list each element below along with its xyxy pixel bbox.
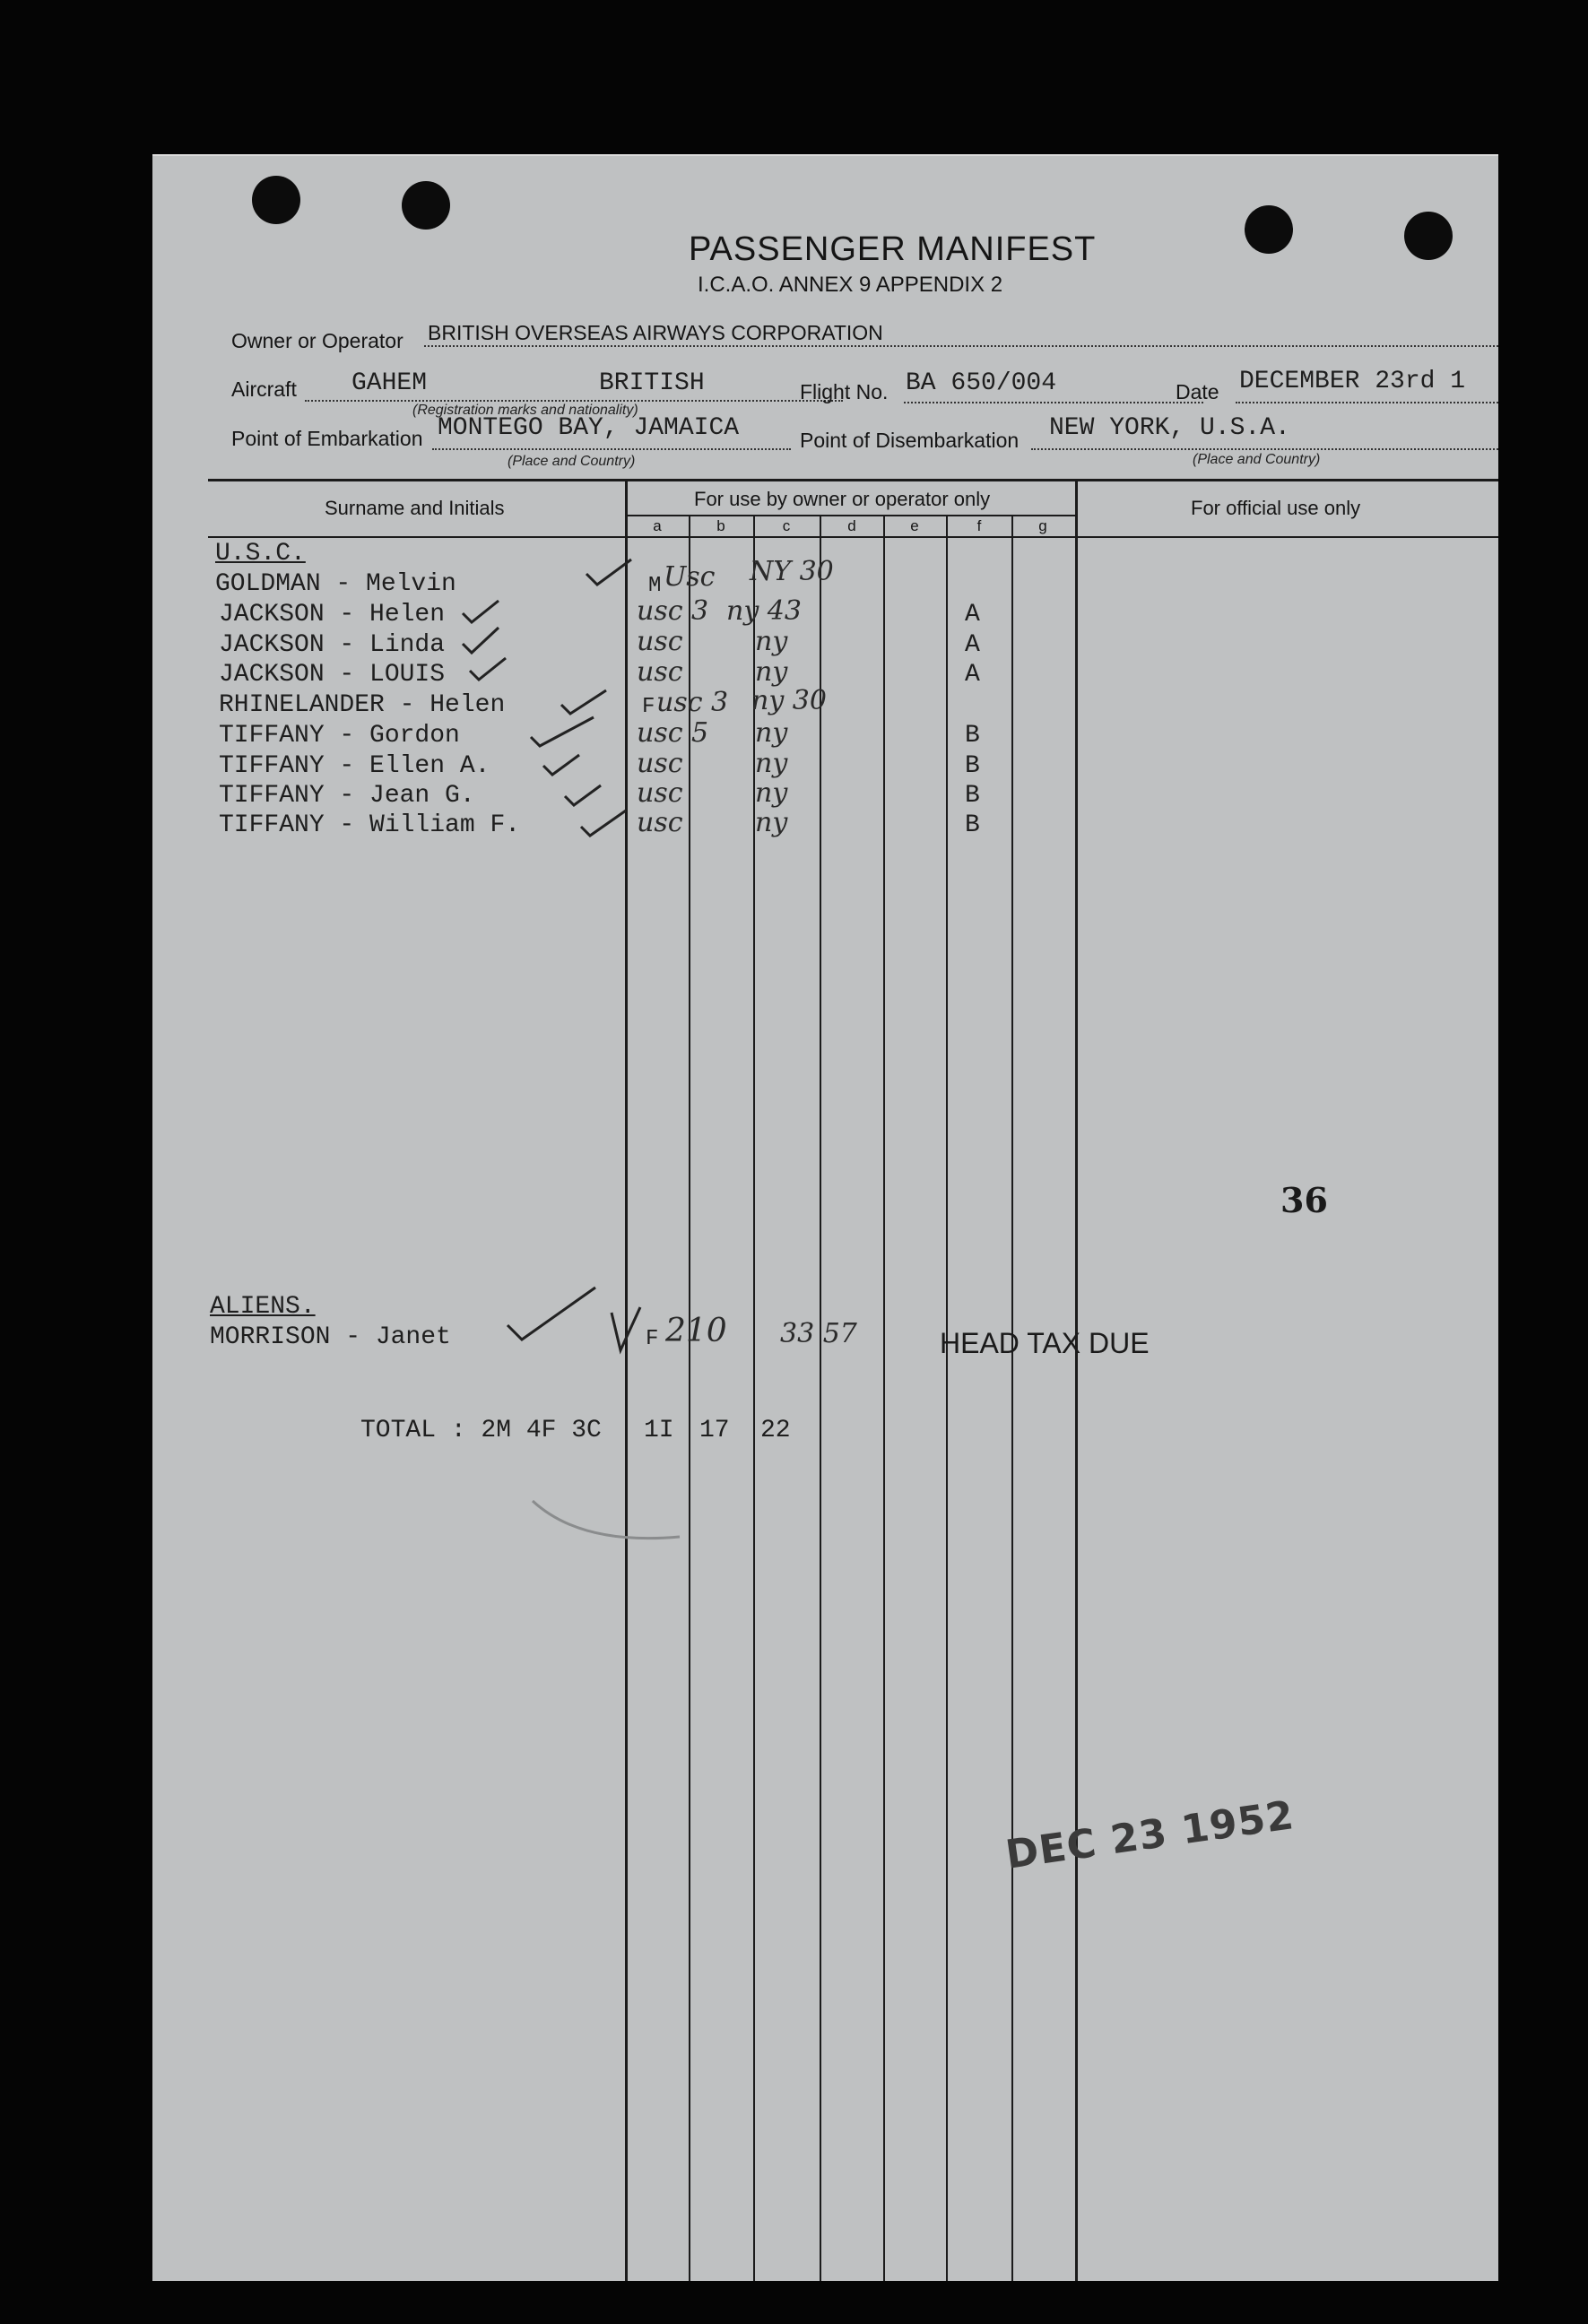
cell-b: usc bbox=[637, 748, 683, 779]
passenger-name: GOLDMAN - Melvin bbox=[215, 570, 456, 598]
cell-f: B bbox=[965, 811, 980, 839]
alien-name: MORRISON - Janet bbox=[210, 1323, 451, 1351]
cell-b: usc 3 bbox=[637, 595, 709, 627]
col-rule-d bbox=[820, 515, 821, 2281]
cell-c: ny bbox=[755, 807, 788, 838]
total-d: 22 bbox=[760, 1417, 791, 1444]
passenger-name: TIFFANY - Jean G. bbox=[219, 782, 475, 810]
owner-field bbox=[424, 321, 1498, 347]
passenger-name: TIFFANY - Ellen A. bbox=[219, 752, 490, 780]
check-mark-icon bbox=[466, 655, 511, 685]
check-mark-icon bbox=[561, 782, 606, 809]
cell-f: B bbox=[965, 722, 980, 750]
table-top-rule bbox=[208, 479, 1498, 481]
col-rule-e bbox=[883, 515, 885, 2281]
official-use-header: For official use only bbox=[1191, 497, 1361, 519]
col-letter-c: c bbox=[782, 517, 791, 534]
cell-b: usc 5 bbox=[637, 717, 709, 749]
cell-b: usc bbox=[637, 807, 683, 838]
check-mark-icon bbox=[558, 687, 612, 717]
col-letter-d: d bbox=[847, 517, 856, 534]
check-mark-icon bbox=[577, 807, 631, 839]
disembarkation-note: (Place and Country) bbox=[1193, 452, 1321, 467]
passenger-name: TIFFANY - William F. bbox=[219, 811, 521, 839]
punch-hole bbox=[1404, 212, 1453, 260]
cell-b: Usc bbox=[664, 561, 716, 593]
punch-hole bbox=[402, 181, 450, 230]
cell-c: ny bbox=[755, 626, 788, 657]
cell-c: ny bbox=[755, 656, 788, 688]
punch-hole bbox=[252, 176, 300, 224]
alien-cell-b: 210 bbox=[665, 1313, 727, 1349]
head-tax-note: HEAD TAX DUE bbox=[940, 1327, 1150, 1359]
surname-header: Surname and Initials bbox=[325, 497, 505, 519]
faint-stamp-mark bbox=[527, 1483, 689, 1555]
check-mark-icon bbox=[608, 1305, 644, 1356]
check-mark-icon bbox=[527, 714, 599, 750]
cell-c: ny bbox=[755, 717, 788, 749]
check-mark-icon bbox=[459, 622, 504, 658]
alien-cell-a: F bbox=[646, 1327, 659, 1351]
passenger-name: JACKSON - Linda bbox=[219, 631, 446, 659]
passenger-name: TIFFANY - Gordon bbox=[219, 722, 460, 750]
aircraft-registration: GAHEM bbox=[351, 369, 428, 397]
disembarkation-value: NEW YORK, U.S.A. bbox=[1049, 414, 1290, 442]
cell-f: B bbox=[965, 752, 980, 780]
col-rule-g bbox=[1011, 515, 1013, 2281]
cell-f: A bbox=[965, 601, 980, 629]
cell-b: usc 3 bbox=[656, 687, 729, 718]
col-letter-f: f bbox=[976, 517, 982, 534]
cell-f: A bbox=[965, 661, 980, 689]
col-rule-a bbox=[625, 479, 628, 2281]
aircraft-label: Aircraft bbox=[231, 377, 297, 401]
col-rule-b bbox=[689, 515, 690, 2281]
aliens-group-label: ALIENS. bbox=[210, 1293, 316, 1321]
check-mark-icon bbox=[540, 751, 585, 778]
registration-note: (Registration marks and nationality) bbox=[412, 403, 638, 418]
cell-f: B bbox=[965, 782, 980, 810]
embarkation-label: Point of Embarkation bbox=[231, 427, 423, 450]
total-b: 1I bbox=[644, 1417, 674, 1444]
cell-b: usc bbox=[637, 777, 683, 809]
owner-label: Owner or Operator bbox=[231, 329, 404, 352]
table-header-rule bbox=[208, 536, 1498, 538]
passenger-name: RHINELANDER - Helen bbox=[219, 691, 506, 719]
col-rule-official bbox=[1075, 479, 1078, 2281]
date-stamp: DEC 23 1952 bbox=[1002, 1792, 1297, 1878]
cell-a: F bbox=[642, 695, 655, 719]
owner-value: BRITISH OVERSEAS AIRWAYS CORPORATION bbox=[428, 321, 883, 344]
subheader-rule bbox=[625, 515, 1075, 516]
check-mark-icon bbox=[583, 556, 637, 592]
punch-hole bbox=[1245, 205, 1293, 254]
date-label: Date bbox=[1176, 380, 1219, 403]
cell-c: ny 43 bbox=[726, 595, 802, 627]
owner-use-header: For use by owner or operator only bbox=[694, 488, 991, 510]
cell-c: ny bbox=[755, 748, 788, 779]
date-value: DECEMBER 23rd 1 bbox=[1239, 368, 1466, 395]
total-c: 17 bbox=[699, 1417, 730, 1444]
col-rule-f bbox=[946, 515, 948, 2281]
manifest-page bbox=[152, 154, 1498, 2281]
cell-c: ny bbox=[755, 777, 788, 809]
cell-a: M bbox=[648, 574, 662, 598]
alien-cell-c: 33 57 bbox=[780, 1318, 857, 1349]
aircraft-nationality: BRITISH bbox=[599, 369, 705, 397]
page-number: 36 bbox=[1280, 1180, 1328, 1220]
usc-group-label: U.S.C. bbox=[215, 540, 306, 568]
col-letter-g: g bbox=[1038, 517, 1047, 534]
passenger-name: JACKSON - Helen bbox=[219, 601, 446, 629]
cell-c: NY 30 bbox=[750, 556, 834, 587]
cell-f: A bbox=[965, 631, 980, 659]
cell-b: usc bbox=[637, 656, 683, 688]
embarkation-value: MONTEGO BAY, JAMAICA bbox=[438, 414, 740, 442]
passenger-name: JACKSON - LOUIS bbox=[219, 661, 446, 689]
col-letter-b: b bbox=[716, 517, 725, 534]
cell-c: ny 30 bbox=[751, 685, 827, 716]
embarkation-note: (Place and Country) bbox=[508, 454, 636, 469]
check-mark-icon bbox=[502, 1284, 601, 1347]
disembarkation-label: Point of Disembarkation bbox=[800, 429, 1020, 452]
col-letter-a: a bbox=[653, 517, 662, 534]
col-letter-e: e bbox=[910, 517, 919, 534]
flight-value: BA 650/004 bbox=[906, 369, 1057, 397]
page-subtitle: I.C.A.O. ANNEX 9 APPENDIX 2 bbox=[698, 273, 1003, 297]
total-label: TOTAL : 2M 4F 3C bbox=[360, 1417, 602, 1444]
page-title: PASSENGER MANIFEST bbox=[689, 230, 1097, 268]
flight-label: Flight No. bbox=[800, 380, 889, 403]
cell-b: usc bbox=[637, 626, 683, 657]
